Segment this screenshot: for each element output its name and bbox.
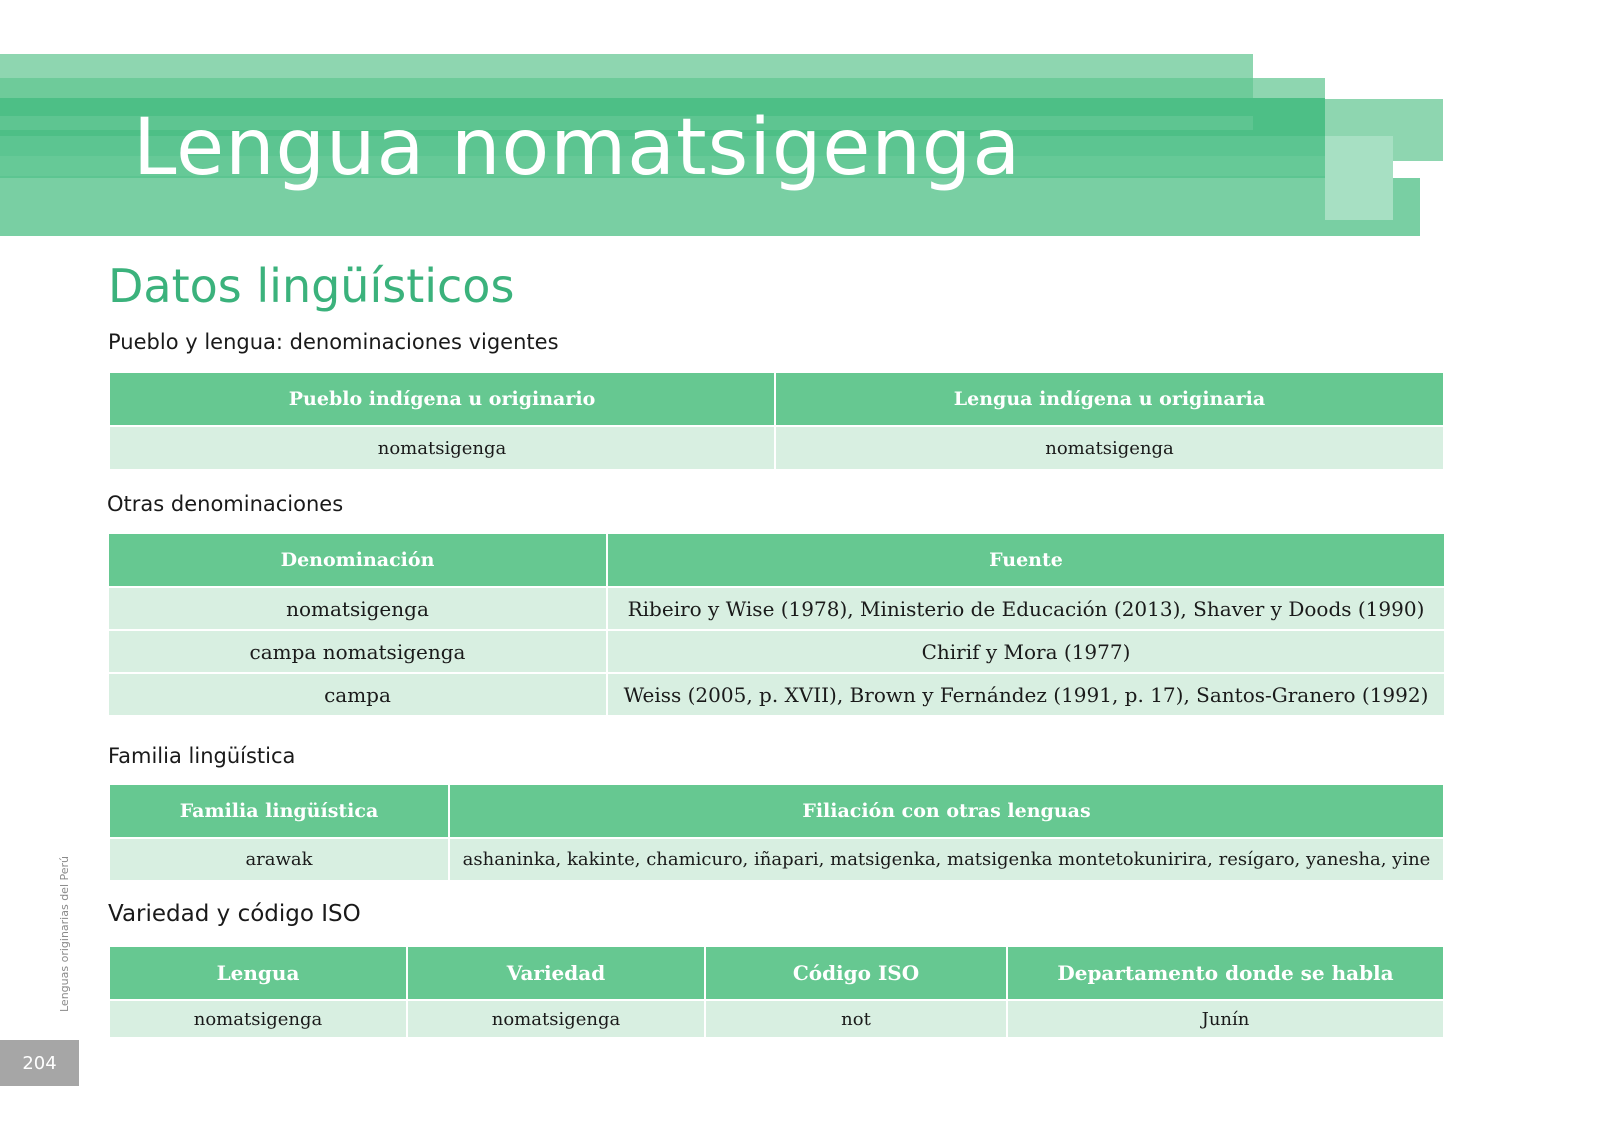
familia-linguistica-table (108, 783, 1445, 882)
column-header: Pueblo indígena u originario (109, 372, 775, 426)
table-header-row (109, 784, 1444, 838)
table-cell: Junín (1007, 1000, 1444, 1038)
familia-linguistica-heading: Familia lingüística (108, 744, 296, 768)
title-banner (0, 0, 1600, 240)
column-header: Lengua (109, 946, 407, 1000)
table-header-row (108, 533, 1445, 587)
table-row (109, 426, 1444, 470)
table-row (109, 838, 1444, 881)
column-header: Lengua indígena u originaria (775, 372, 1444, 426)
table-cell: Ribeiro y Wise (1978), Ministerio de Educación (2013), Shaver y Doods (1990) (607, 587, 1445, 630)
banner-stripe (1253, 78, 1325, 100)
page-number: 204 (0, 1040, 79, 1086)
section-title: Datos lingüísticos (108, 259, 515, 313)
table-cell: nomatsigenga (109, 1000, 407, 1038)
table-cell: arawak (109, 838, 449, 881)
column-header: Departamento donde se habla (1007, 946, 1444, 1000)
table-row (108, 673, 1445, 716)
table-cell: campa (108, 673, 607, 716)
pueblo-lengua-heading: Pueblo y lengua: denominaciones vigentes (108, 330, 559, 354)
table-row (108, 630, 1445, 673)
table-cell: nomatsigenga (775, 426, 1444, 470)
table-cell: campa nomatsigenga (108, 630, 607, 673)
table-cell: Chirif y Mora (1977) (607, 630, 1445, 673)
table-header-row (109, 946, 1444, 1000)
variedad-iso-table (108, 945, 1445, 1039)
column-header: Familia lingüística (109, 784, 449, 838)
pueblo-lengua-table (108, 371, 1445, 471)
table-cell: nomatsigenga (108, 587, 607, 630)
column-header: Código ISO (705, 946, 1007, 1000)
table-header-row (109, 372, 1444, 426)
table-cell: nomatsigenga (109, 426, 775, 470)
table-cell: nomatsigenga (407, 1000, 705, 1038)
column-header: Fuente (607, 533, 1445, 587)
page-title: Lengua nomatsigenga (133, 103, 1022, 193)
table-cell: Weiss (2005, p. XVII), Brown y Fernández (1991, p. 17), Santos-Granero (1992) (607, 673, 1445, 716)
table-cell: ashaninka, kakinte, chamicuro, iñapari, matsigenka, matsigenka montetokunirira, resígaro, yanesha, yine (449, 838, 1444, 881)
otras-denominaciones-heading: Otras denominaciones (107, 492, 344, 516)
table-cell: not (705, 1000, 1007, 1038)
column-header: Denominación (108, 533, 607, 587)
banner-stripe (1325, 136, 1393, 220)
column-header: Filiación con otras lenguas (449, 784, 1444, 838)
side-running-title: Lenguas originarias del Perú (58, 855, 71, 1012)
variedad-iso-heading: Variedad y código ISO (108, 901, 361, 927)
table-row (108, 587, 1445, 630)
table-row (109, 1000, 1444, 1038)
column-header: Variedad (407, 946, 705, 1000)
otras-denominaciones-table (107, 532, 1446, 717)
